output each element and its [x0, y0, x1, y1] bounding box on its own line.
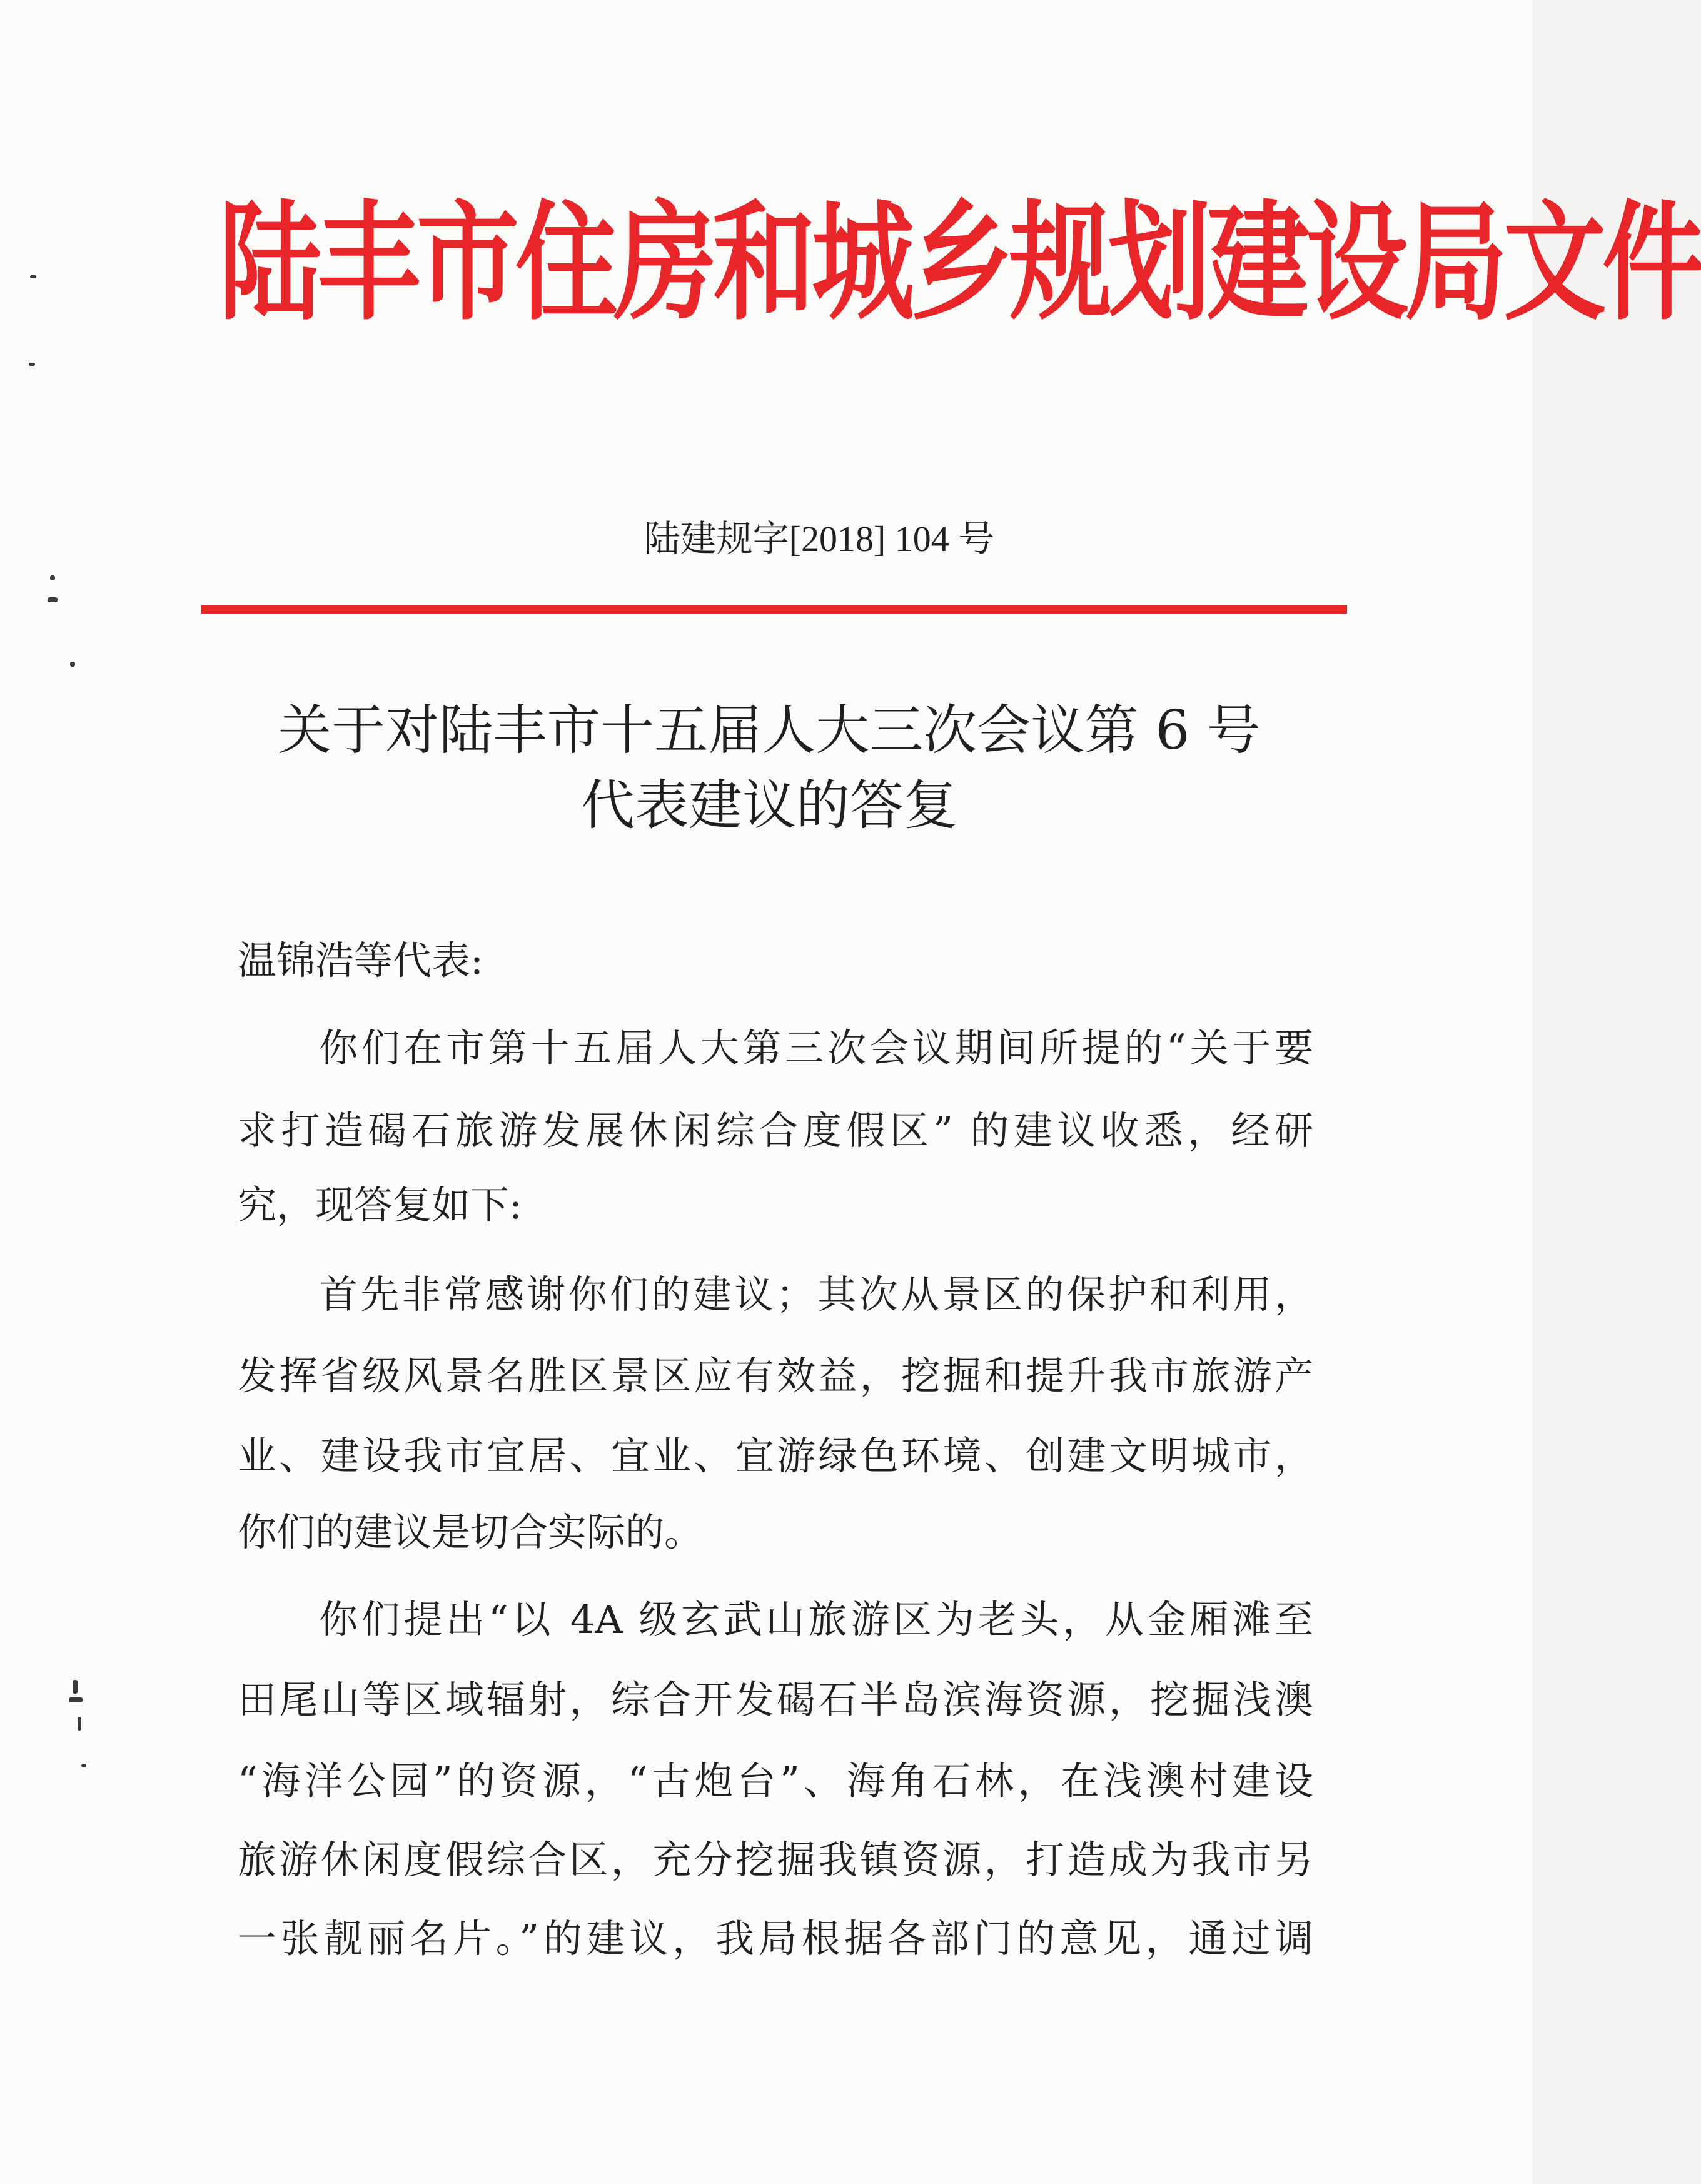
body-line: 求打造碣石旅游发展休闲综合度假区” 的建议收悉，经研 — [238, 1108, 1313, 1153]
body-line: 旅游休闲度假综合区，充分挖掘我镇资源，打造成为我市另 — [238, 1837, 1313, 1883]
body-line: 业、建设我市宜居、宜业、宜游绿色环境、创建文明城市， — [238, 1433, 1313, 1479]
binding-mark — [30, 275, 36, 278]
body-line: 发挥省级风景名胜区景区应有效益，挖掘和提升我市旅游产 — [238, 1353, 1313, 1398]
binding-mark — [81, 1764, 86, 1767]
binding-mark — [48, 597, 58, 602]
body-line: 你们在市第十五届人大第三次会议期间所提的“关于要 — [319, 1025, 1313, 1071]
subject-title-line-1: 关于对陆丰市十五届人大三次会议第 6 号 — [278, 699, 1261, 762]
body-line: 一张靓丽名片。”的建议，我局根据各部门的意见，通过调 — [238, 1916, 1313, 1961]
binding-mark — [50, 575, 55, 580]
document-number: 陆建规字[2018] 104 号 — [644, 518, 995, 559]
binding-mark — [69, 1697, 83, 1702]
body-line: 你们提出“以 4A 级玄武山旅游区为老头，从金厢滩至 — [319, 1597, 1313, 1642]
agency-header-title: 陆丰市住房和城乡规划建设局文件 — [219, 186, 1701, 338]
binding-mark — [29, 363, 35, 366]
body-line: 田尾山等区域辐射，综合开发碣石半岛滨海资源，挖掘浅澳 — [238, 1677, 1313, 1722]
binding-mark — [78, 1717, 81, 1731]
body-line: 首先非常感谢你们的建议；其次从景区的保护和利用， — [319, 1271, 1313, 1317]
binding-mark — [70, 662, 75, 667]
subject-title-line-2: 代表建议的答复 — [581, 774, 957, 837]
salutation: 温锦浩等代表: — [238, 938, 483, 983]
binding-mark — [73, 1680, 78, 1694]
body-line: 究，现答复如下: — [238, 1182, 522, 1228]
body-line: “海洋公园”的资源，“古炮台”、海角石林，在浅澳村建设 — [238, 1758, 1313, 1804]
body-line: 你们的建议是切合实际的。 — [238, 1509, 704, 1555]
red-divider-line — [201, 605, 1347, 614]
